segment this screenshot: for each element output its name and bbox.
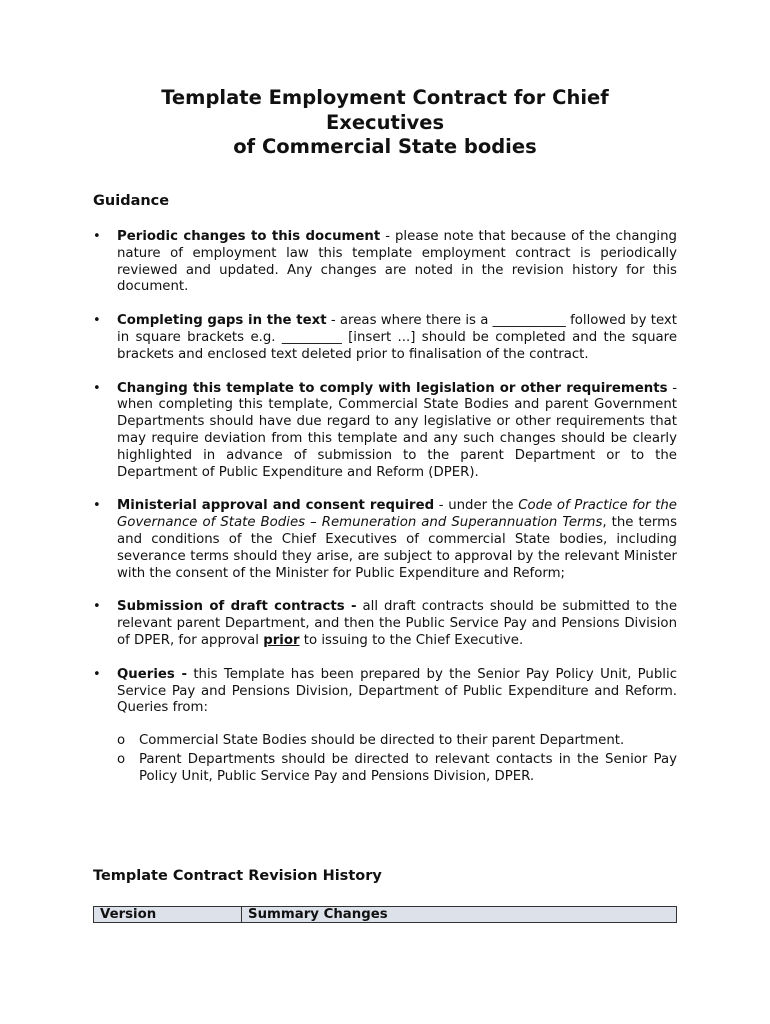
bullet-text: , the terms and conditions of the Chief Executives of commercial State bodies, including severance terms should they arise, are subject to approval by the relevant Minister with the consent of the Minister for Public Expenditure and Reform; [117,515,677,581]
sub-list-item [117,733,677,750]
title-line-1: Template Employment Contract for Chief [161,86,609,109]
bullet-text: to issuing to the Chief Executive. [299,632,524,648]
title-line-2: Executives [325,110,445,134]
revision-history-table [93,906,677,923]
table-header-row [94,907,677,923]
guidance-list [93,229,677,803]
document-title [60,86,710,160]
guidance-item-submission [93,599,677,649]
bullet-heading: Changing this template to comply with legislation or other requirements [117,380,668,396]
sub-bullet-symbol: o [117,733,126,749]
bullet-symbol: • [93,498,101,514]
bullet-text: this Template has been prepared by the Senior Pay Policy Unit, Public Service Pay and Pensions Division, Department of Public Expenditure and Reform. Queries from: [117,666,678,716]
bullet-heading: Completing gaps in the text [117,313,327,329]
bullet-symbol: • [93,666,101,682]
title-line-3: of Commercial State bodies [233,135,537,158]
guidance-item-periodic-changes [93,229,677,296]
bullet-heading: Periodic changes to this document [117,229,381,244]
queries-sub-list [117,733,677,785]
bullet-text: all draft contracts should be submitted to the relevant parent Department, and then the Public Service Pay and Pensions Division of DPER, for approval [117,599,677,648]
sub-bullet-symbol: o [117,751,126,767]
bullet-text: - please note that because of the changing nature of employment law this template employment contract is periodically reviewed and updated. Any changes are noted in the revision history for this document. [117,229,677,295]
bullet-symbol: • [93,380,101,396]
bullet-heading: Ministerial approval and consent required [117,498,435,514]
bullet-symbol: • [93,599,101,615]
code-of-practice-title: Code of Practice for the Governance of State Bodies – Remuneration and Superannuation Terms [117,498,677,531]
bullet-heading: Queries - [117,666,188,682]
sub-list-item [117,752,677,786]
guidance-item-changing-template [93,381,677,482]
revision-history-heading: Template Contract Revision History [93,868,382,884]
bullet-symbol: • [93,313,101,329]
guidance-item-completing-gaps [93,313,677,363]
guidance-item-ministerial-approval [93,498,677,582]
guidance-heading: Guidance [93,193,170,209]
bullet-text: - when completing this template, Commercial State Bodies and parent Government Departments should have due regard to any legislative or other requirements that may require deviation from this template and any such changes should be clearly highlighted in advance of submission to the parent Department or to the Department of Public Expenditure and Reform (DPER). [117,380,677,480]
column-header-version: Version [94,907,242,923]
emphasis-prior: prior [263,632,300,648]
column-header-summary-changes: Summary Changes [242,907,677,923]
bullet-text: - areas where there is a ___________ followed by text in square brackets e.g. _________ [insert ...] should be completed and the square brackets and enclosed text deleted prior to finalisation of the contract. [117,313,678,362]
sub-item-text: Parent Departments should be directed to relevant contacts in the Senior Pay Policy Unit, Public Service Pay and Pensions Division, DPER. [139,751,677,784]
sub-item-text: Commercial State Bodies should be directed to their parent Department. [139,733,625,749]
bullet-heading: Submission of draft contracts - [117,599,357,615]
bullet-symbol: • [93,229,101,244]
bullet-text: - under the [434,498,519,514]
guidance-item-queries [93,667,677,786]
